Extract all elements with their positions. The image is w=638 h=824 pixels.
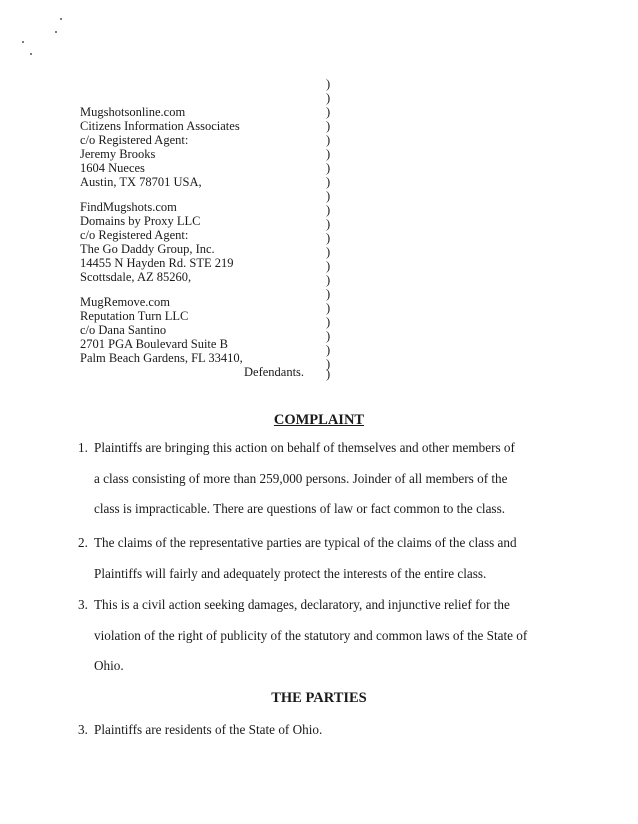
caption-paren: ) (326, 259, 331, 273)
complaint-paragraph (78, 528, 568, 589)
defendant-3-line: MugRemove.com (80, 295, 170, 309)
caption-paren: ) (326, 161, 331, 175)
parties-paragraph (78, 715, 568, 746)
defendant-3-line: 2701 PGA Boulevard Suite B (80, 337, 228, 351)
complaint-heading (0, 412, 638, 428)
caption-paren: ) (326, 357, 331, 371)
caption-paren: ) (326, 273, 331, 287)
paragraph-line: Plaintiffs will fairly and adequately protect the interests of the entire class. (94, 565, 487, 581)
parties-heading-text: THE PARTIES (271, 690, 367, 706)
defendant-1-line: Austin, TX 78701 USA, (80, 175, 202, 189)
complaint-heading-text: COMPLAINT (273, 412, 365, 428)
defendant-1-line: Citizens Information Associates (80, 119, 240, 133)
defendant-3-line: c/o Dana Santino (80, 323, 167, 337)
caption-paren: ) (326, 245, 331, 259)
caption-paren: ) (326, 105, 331, 119)
defendant-3-line: Reputation Turn LLC (80, 309, 189, 323)
caption-paren: ) (326, 203, 331, 217)
caption-paren: ) (326, 287, 331, 301)
paragraph-line: violation of the right of publicity of the statutory and common laws of the State of (94, 627, 528, 643)
defendant-1-line: 1604 Nueces (80, 161, 145, 175)
caption-paren: ) (326, 91, 331, 105)
defendant-2-line: Domains by Proxy LLC (80, 214, 201, 228)
paragraph-line: a class consisting of more than 259,000 persons. Joinder of all members of the (94, 470, 508, 486)
paragraph-number: 2. (78, 535, 88, 550)
defendant-3-line: Palm Beach Gardens, FL 33410, (80, 351, 243, 365)
caption-paren: ) (326, 329, 331, 343)
defendant-1-line: Mugshotsonline.com (80, 105, 186, 119)
scan-speck (30, 53, 32, 55)
scan-speck (22, 41, 24, 43)
paragraph-line: Plaintiffs are bringing this action on behalf of themselves and other members of (94, 440, 515, 455)
caption-paren: ) (326, 147, 331, 161)
parties-heading (0, 690, 638, 706)
caption-paren: ) (326, 367, 331, 381)
scan-speck (55, 31, 57, 33)
defendant-1-line: Jeremy Brooks (80, 147, 156, 161)
caption-paren: ) (326, 217, 331, 231)
caption-paren: ) (326, 175, 331, 189)
caption-paren: ) (326, 77, 331, 91)
caption-paren: ) (326, 119, 331, 133)
caption-paren: ) (326, 231, 331, 245)
complaint-paragraph (78, 433, 568, 525)
defendant-2-line: FindMugshots.com (80, 200, 177, 214)
defendant-2-line: c/o Registered Agent: (80, 228, 189, 242)
paragraph-number: 1. (78, 440, 88, 455)
paragraph-line: class is impracticable. There are questions of law or fact common to the class. (94, 501, 505, 516)
paragraph-line: This is a civil action seeking damages, declaratory, and injunctive relief for the (94, 597, 510, 612)
paragraph-line: Plaintiffs are residents of the State of Ohio. (94, 722, 323, 737)
defendant-1-line: c/o Registered Agent: (80, 133, 189, 147)
scan-speck (60, 18, 62, 20)
paragraph-number: 3. (78, 597, 88, 612)
paragraph-line: Ohio. (94, 658, 124, 673)
caption-paren: ) (326, 343, 331, 357)
paragraph-number: 3. (78, 722, 88, 737)
defendant-2-line: The Go Daddy Group, Inc. (80, 242, 215, 256)
caption-paren: ) (326, 133, 331, 147)
defendant-2-line: 14455 N Hayden Rd. STE 219 (80, 256, 234, 270)
caption-paren: ) (326, 301, 331, 315)
complaint-paragraph (78, 590, 568, 682)
defendant-2-line: Scottsdale, AZ 85260, (80, 270, 192, 284)
caption-paren: ) (326, 315, 331, 329)
defendants-label: Defendants. (244, 365, 305, 379)
paragraph-line: The claims of the representative parties are typical of the claims of the class and (94, 535, 517, 550)
caption-paren: ) (326, 189, 331, 203)
